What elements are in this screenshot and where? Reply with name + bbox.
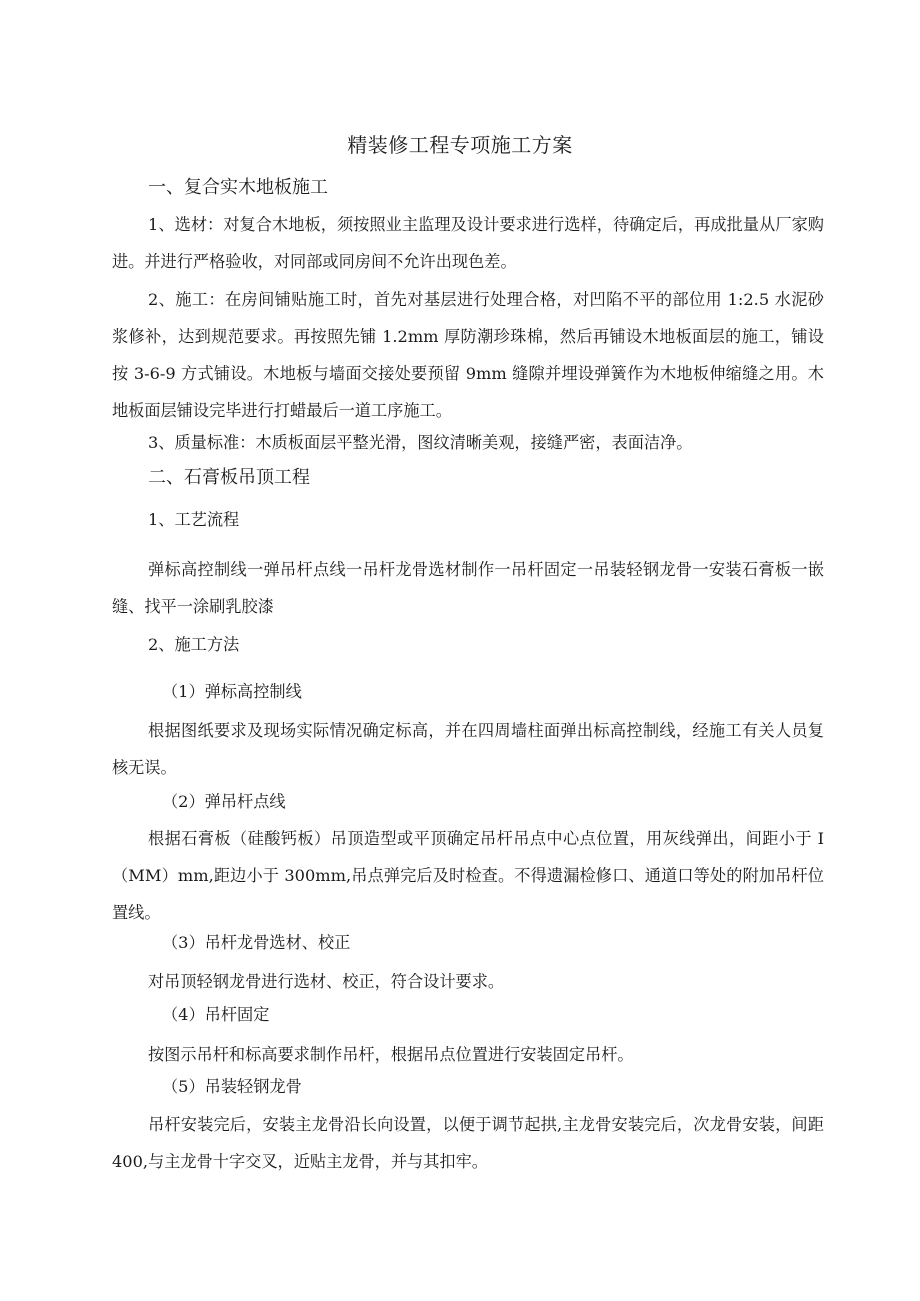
construction-method-label: 2、施工方法 [148,635,240,654]
process-flow-label: 1、工艺流程 [148,510,240,529]
section-1-paragraph-1: 1、选材：对复合木地板，须按照业主监理及设计要求进行选样，待确定后，再成批量从厂家购进。并进行严格验收，对同部或同房间不允许出现色差。 [112,215,824,271]
step-1-text: 根据图纸要求及现场实际情况确定标高，并在四周墙柱面弹出标高控制线，经施工有关人员复核无误。 [112,721,824,777]
step-5-text: 吊杆安装完后，安装主龙骨沿长向设置，以便于调节起拱,主龙骨安装完后，次龙骨安装，间距 400,与主龙骨十字交叉，近贴主龙骨，并与其扣牢。 [112,1115,824,1171]
step-3-text: 对吊顶轻钢龙骨进行选材、校正，符合设计要求。 [148,972,505,991]
section-1-heading: 一、复合实木地板施工 [148,177,328,198]
step-1-heading: （1）弹标高控制线 [162,682,302,701]
step-2-heading: （2）弹吊杆点线 [162,792,286,811]
process-flow-text: 弹标高控制线一弹吊杆点线一吊杆龙骨选材制作一吊杆固定一吊装轻钢龙骨一安装石膏板一嵌缝、找平一涂刷乳胶漆 [112,560,824,616]
section-2-heading: 二、石膏板吊顶工程 [148,467,310,488]
step-4-text: 按图示吊杆和标高要求制作吊杆，根据吊点位置进行安装固定吊杆。 [148,1045,634,1064]
step-2-text: 根据石膏板（硅酸钙板）吊顶造型或平顶确定吊杆吊点中心点位置，用灰线弹出，间距小于 I（MM）mm,距边小于 300mm,吊点弹完后及时检查。不得遗漏检修口、通道口等处的附加吊杆位置线。 [112,829,824,922]
step-3-heading: （3）吊杆龙骨选材、校正 [162,933,351,952]
step-4-heading: （4）吊杆固定 [162,1005,270,1024]
section-1-paragraph-3: 3、质量标准：木质板面层平整光滑，图纹清晰美观，接缝严密，表面洁净。 [148,433,693,452]
step-5-heading: （5）吊装轻钢龙骨 [162,1077,302,1096]
document-title: 精装修工程专项施工方案 [347,133,573,157]
section-1-paragraph-2: 2、施工：在房间铺贴施工时，首先对基层进行处理合格，对凹陷不平的部位用 1:2.5 水泥砂浆修补，达到规范要求。再按照先铺 1.2mm 厚防潮珍珠棉，然后再铺设木地板面层的施工，铺设按 3-6-9 方式铺设。木地板与墙面交接处要预留 9mm 缝隙并埋设弹簧作为木地板伸缩缝之用。木地板面层铺设完毕进行打蜡最后一道工序施工。 [112,290,824,420]
